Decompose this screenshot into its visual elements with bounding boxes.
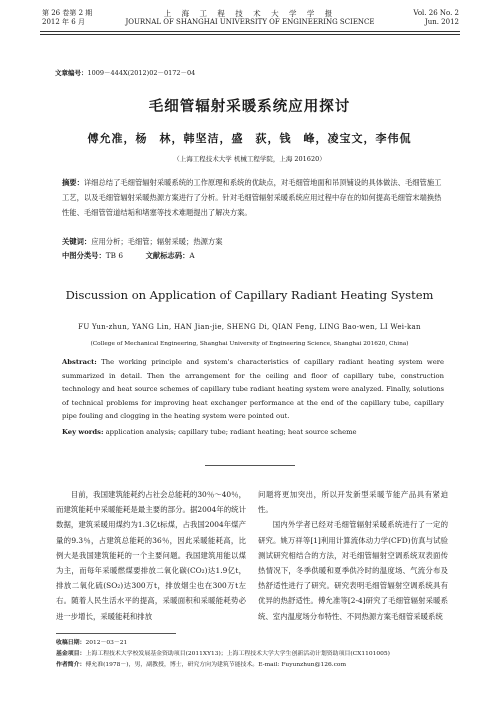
journal-name-cn: 上 海 工 程 技 术 大 学 学 报 <box>163 9 337 18</box>
abstract-en-text: The working principle and system's characteristics of capillary radiant heating system were summarized in detail. Then the arrangement for the ceiling and floor of capillary tube, construction technology and heat source schemes of capillary tube radiant heating system were analyzed. Finally, solutions of technical problems for improving heat exchanger performance at the end of the capillary tube, capillary pipe fouling and clogging in the heating system were pointed out. <box>62 358 444 420</box>
clc-label: 中图分类号： <box>62 251 106 260</box>
abstract-en-label: Abstract: <box>62 358 97 366</box>
body-paragraph: 问题将更加突出，所以开发新型采暖节能产品具有紧迫性。 <box>258 490 448 515</box>
fund-value: 上海工程技术大学校发展基金资助项目(2011XY13)；上海工程技术大学大学生创新活动计划资助项目(CX1101005) <box>85 651 390 657</box>
article-number <box>55 68 195 77</box>
keywords-cn <box>62 237 223 247</box>
abstract-en <box>62 356 444 424</box>
abstract-cn-text: 详细总结了毛细管辐射采暖系统的工作原理和系统的优缺点，对毛细管地面和吊顶铺设的具体做法、毛细管施工工艺，以及毛细管辐射采暖热源方案进行了分析。针对毛细管辐射采暖系统应用过程中存在的如何提高毛细管末端换热性能、毛细管管道结垢和堵塞等技术难题提出了解决方案。 <box>62 178 442 217</box>
author-bio-value: 傅允准(1978－)，男，副教授，博士，研究方向为建筑节能技术。E-mail: Fuyunzhun@126.com <box>85 662 347 668</box>
section-separator <box>205 465 295 466</box>
keywords-en <box>62 428 357 436</box>
keywords-en-text: application analysis; capillary tube; radiant heating; heat source scheme <box>105 428 357 436</box>
publication-date-en: Jun. 2012 <box>424 18 459 26</box>
affiliation-cn: （上海工程技术大学 机械工程学院，上海 201620） <box>173 155 326 163</box>
keywords-en-label: Key words: <box>62 428 104 436</box>
header-rule-bottom <box>40 34 460 35</box>
clc-value: TB 6 <box>105 251 123 260</box>
paper-title-cn: 毛细管辐射采暖系统应用探讨 <box>148 99 351 115</box>
paper-title-en: Discussion on Application of Capillary Radiant Heating System <box>65 288 434 302</box>
doc-code-label: 文献标志码： <box>145 251 190 260</box>
author-bio-label: 作者简介： <box>56 662 86 668</box>
body-paragraph: 目前，我国建筑能耗约占社会总能耗的30％～40％，而建筑能耗中采暖能耗是最主要的部分。据2004年的统计数据，建筑采暖用煤约为1.3亿t标煤，占我国2004年煤产量的9.3％，占建筑总能耗的36％，因此采暖能耗高，比例大是我国建筑能耗的一个主要问题。我国建筑用能以煤为主，而每年采暖燃煤要排放二氧化碳(CO₂)达1.9亿t，排放二氧化硫(SO₂)达300万t，排放烟尘也在300万t左右。随着人民生活水平的提高，采暖面积和采暖能耗势必进一步增长，采暖能耗和排放 <box>56 490 246 621</box>
received-label: 收稿日期： <box>56 640 86 646</box>
body-paragraph: 国内外学者已经对毛细管辐射采暖系统进行了一定的研究。姚万祥等[1]利用计算流体动力学(CFD)仿真与试验测试研究相结合的方法，对毛细管辐射空调系统双表面传热情况下，冬季供暖和夏季供冷时的温度场、气流分布及热舒适性进行了研究。研究表明毛细管辐射空调系统具有优异的热舒适性。傅允准等[2-4]研究了毛细管辐射采暖系统、室内温度场分布特性、不同热源方案毛细管采暖系统 <box>258 520 448 621</box>
volume-issue: 第 26 卷第 2 期 <box>42 9 93 17</box>
classification-cn <box>62 251 195 261</box>
article-number-label: 文章编号： <box>55 69 88 77</box>
journal-name-en: JOURNAL OF SHANGHAI UNIVERSITY OF ENGINEERING SCIENCE <box>125 18 375 26</box>
journal-name <box>120 9 380 27</box>
header-rule-top <box>40 31 460 32</box>
issue-info <box>42 9 92 27</box>
received-date <box>56 638 466 649</box>
body-column-right <box>258 487 448 624</box>
authors-en: FU Yun-zhun, YANG Lin, HAN Jian-jie, SHENG Di, QIAN Feng, LING Bao-wen, LI Wei-kan <box>78 323 421 331</box>
footnotes <box>56 638 466 671</box>
doc-code-value: A <box>189 251 195 260</box>
abstract-cn <box>62 175 442 220</box>
abstract-cn-label: 摘要： <box>62 178 84 187</box>
author-bio <box>56 660 466 671</box>
affiliation-en: (College of Mechanical Engineering, Shanghai University of Engineering Science, Shanghai 201620, China) <box>90 341 409 347</box>
received-value: 2012－03－21 <box>85 640 128 646</box>
article-number-value: 1009－444X(2012)02－0172－04 <box>87 69 196 77</box>
authors-cn: 傅允准，杨 林，韩坚洁，盛 荻，钱 峰，凌宝文，李伟侃 <box>87 132 412 145</box>
body-column-left <box>56 487 246 624</box>
keywords-cn-text: 应用分析；毛细管；辐射采暖；热源方案 <box>91 237 223 246</box>
issue-info-en <box>413 9 459 27</box>
fund-label: 基金项目： <box>56 651 86 657</box>
fund-info <box>56 649 466 660</box>
footnote-rule <box>56 633 176 634</box>
volume-issue-en: Vol. 26 No. 2 <box>413 9 459 17</box>
publication-date: 2012 年 6 月 <box>42 18 85 26</box>
keywords-cn-label: 关键词： <box>62 237 92 246</box>
